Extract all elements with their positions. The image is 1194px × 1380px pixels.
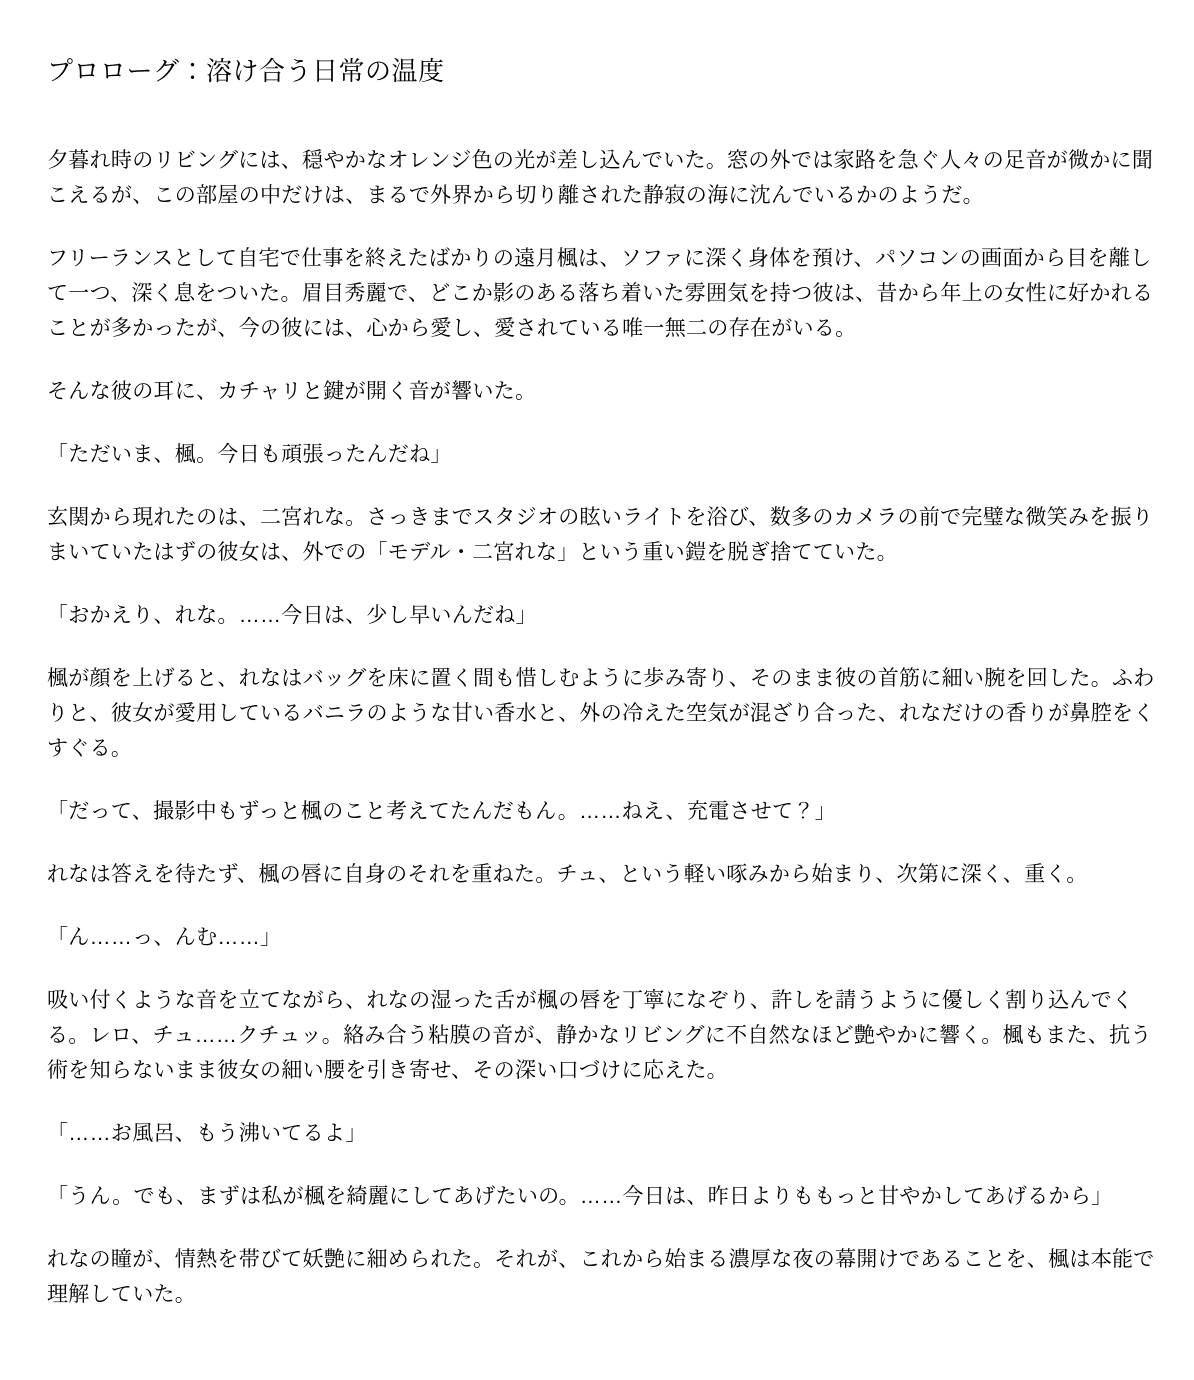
- paragraph: フリーランスとして自宅で仕事を終えたばかりの遠月楓は、ソファに深く身体を預け、パソコンの画面から目を離して一つ、深く息をついた。眉目秀麗で、どこか影のある落ち着いた雰囲気を持つ彼は、昔から年上の女性に好かれることが多かったが、今の彼には、心から愛し、愛されている唯一無二の存在がいる。: [47, 247, 1154, 340]
- paragraph: そんな彼の耳に、カチャリと鍵が開く音が響いた。: [47, 380, 537, 403]
- paragraph: れなは答えを待たず、楓の唇に自身のそれを重ねた。チュ、という軽い啄みから始まり、次第に深く、重く。: [47, 863, 1088, 886]
- dialogue-paragraph: 「だって、撮影中もずっと楓のこと考えてたんだもん。……ねえ、充電させて？」: [47, 800, 836, 823]
- dialogue-paragraph: 「おかえり、れな。……今日は、少し早いんだね」: [47, 604, 537, 627]
- page-title: プロローグ：溶け合う日常の温度: [47, 56, 445, 86]
- paragraph: れなの瞳が、情熱を帯びて妖艶に細められた。それが、これから始まる濃厚な夜の幕開けであることを、楓は本能で理解していた。: [47, 1248, 1155, 1306]
- dialogue-paragraph: 「ただいま、楓。今日も頑張ったんだね」: [47, 443, 452, 466]
- dialogue-paragraph: 「うん。でも、まずは私が楓を綺麗にしてあげたいの。……今日は、昨日よりももっと甘やかしてあげるから」: [47, 1185, 1113, 1208]
- dialogue-paragraph: 「ん……っ、んむ……」: [47, 926, 282, 949]
- paragraph: 玄関から現れたのは、二宮れな。さっきまでスタジオの眩いライトを浴び、数多のカメラの前で完璧な微笑みを振りまいていたはずの彼女は、外での「モデル・二宮れな」という重い鎧を脱ぎ捨てていた。: [47, 506, 1154, 564]
- paragraph: 夕暮れ時のリビングには、穏やかなオレンジ色の光が差し込んでいた。窓の外では家路を急ぐ人々の足音が微かに聞こえるが、この部屋の中だけは、まるで外界から切り離された静寂の海に沈んでいるかのようだ。: [47, 149, 1154, 207]
- paragraph: 吸い付くような音を立てながら、れなの湿った舌が楓の唇を丁寧になぞり、許しを請うように優しく割り込んでくる。レロ、チュ……クチュッ。絡み合う粘膜の音が、静かなリビングに不自然なほど艶やかに響く。楓もまた、抗う術を知らないまま彼女の細い腰を引き寄せ、その深い口づけに応えた。: [47, 989, 1152, 1082]
- paragraph: 楓が顔を上げると、れなはバッグを床に置く間も惜しむように歩み寄り、そのまま彼の首筋に細い腕を回した。ふわりと、彼女が愛用しているバニラのような甘い香水と、外の冷えた空気が混ざり合った、れなだけの香りが鼻腔をくすぐる。: [47, 667, 1155, 760]
- dialogue-paragraph: 「……お風呂、もう沸いてるよ」: [47, 1122, 367, 1145]
